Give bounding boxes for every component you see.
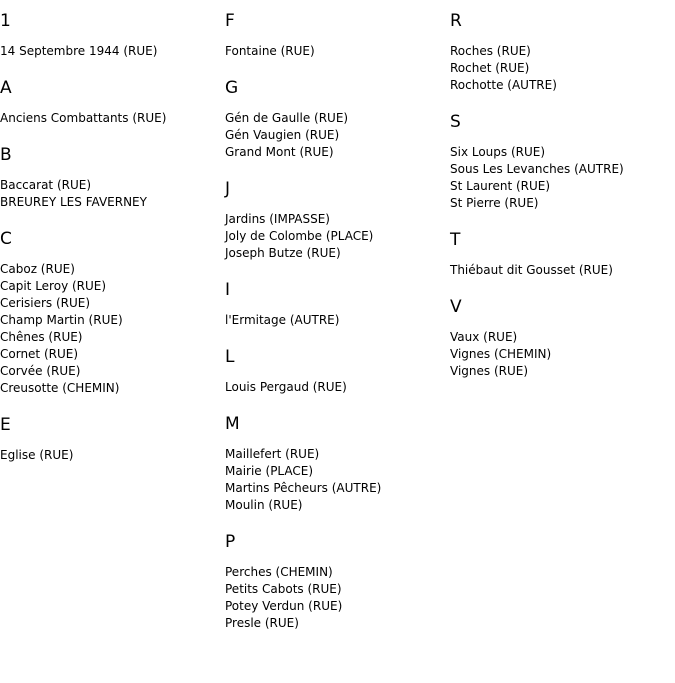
letter-heading: J — [225, 179, 231, 199]
letter-heading: P — [225, 532, 236, 552]
letter-group — [225, 11, 450, 60]
letter-group — [225, 280, 450, 329]
letter-heading: B — [0, 145, 12, 165]
street-link[interactable]: Caboz (RUE) — [0, 262, 75, 276]
street-list — [225, 211, 450, 262]
street-list — [225, 110, 450, 161]
street-link[interactable]: Cerisiers (RUE) — [0, 296, 91, 310]
letter-group — [0, 145, 225, 211]
street-link[interactable]: Anciens Combattants (RUE) — [0, 111, 167, 125]
street-link[interactable]: Joseph Butze (RUE) — [225, 246, 341, 260]
street-list — [450, 43, 675, 94]
letter-group — [0, 78, 225, 127]
index-column — [450, 0, 675, 398]
street-list — [450, 329, 675, 380]
street-link[interactable]: Louis Pergaud (RUE) — [225, 380, 347, 394]
street-link[interactable]: Martins Pêcheurs (AUTRE) — [225, 481, 382, 495]
street-link[interactable]: Rochotte (AUTRE) — [450, 78, 557, 92]
street-link[interactable]: Vignes (CHEMIN) — [450, 347, 552, 361]
street-link[interactable]: Vaux (RUE) — [450, 330, 518, 344]
street-link[interactable]: Fontaine (RUE) — [225, 44, 315, 58]
street-link[interactable]: 14 Septembre 1944 (RUE) — [0, 44, 158, 58]
letter-group — [225, 414, 450, 514]
letter-group — [450, 11, 675, 94]
street-link[interactable]: Roches (RUE) — [450, 44, 531, 58]
letter-group — [225, 347, 450, 396]
street-list — [0, 110, 225, 127]
street-link[interactable]: St Laurent (RUE) — [450, 179, 551, 193]
letter-group — [225, 532, 450, 632]
letter-heading: C — [0, 229, 12, 249]
letter-group — [450, 112, 675, 212]
letter-group — [0, 11, 225, 60]
letter-group — [450, 230, 675, 279]
letter-heading: V — [450, 297, 462, 317]
street-link[interactable]: Chênes (RUE) — [0, 330, 83, 344]
street-link[interactable]: Vignes (RUE) — [450, 364, 529, 378]
street-link[interactable]: Cornet (RUE) — [0, 347, 79, 361]
letter-heading: G — [225, 78, 239, 98]
street-list — [225, 564, 450, 632]
street-link[interactable]: Thiébaut dit Gousset (RUE) — [450, 263, 613, 277]
letter-heading: 1 — [0, 11, 11, 31]
letter-heading: I — [225, 280, 231, 300]
street-link[interactable]: Corvée (RUE) — [0, 364, 81, 378]
street-link[interactable]: Potey Verdun (RUE) — [225, 599, 343, 613]
street-link[interactable]: Joly de Colombe (PLACE) — [225, 229, 374, 243]
street-link[interactable]: Six Loups (RUE) — [450, 145, 546, 159]
street-list — [0, 177, 225, 211]
street-link[interactable]: BREUREY LES FAVERNEY — [0, 195, 147, 209]
letter-heading: R — [450, 11, 462, 31]
street-list — [225, 43, 450, 60]
street-link[interactable]: Capit Leroy (RUE) — [0, 279, 107, 293]
street-link[interactable]: Grand Mont (RUE) — [225, 145, 334, 159]
street-link[interactable]: Baccarat (RUE) — [0, 178, 92, 192]
street-link[interactable]: St Pierre (RUE) — [450, 196, 539, 210]
street-list — [225, 379, 450, 396]
street-link[interactable]: Gén de Gaulle (RUE) — [225, 111, 349, 125]
street-link[interactable]: Gén Vaugien (RUE) — [225, 128, 340, 142]
letter-heading: A — [0, 78, 12, 98]
street-link[interactable]: Rochet (RUE) — [450, 61, 530, 75]
street-list — [0, 261, 225, 397]
street-link[interactable]: Creusotte (CHEMIN) — [0, 381, 120, 395]
street-list — [450, 262, 675, 279]
street-link[interactable]: Champ Martin (RUE) — [0, 313, 123, 327]
letter-heading: S — [450, 112, 461, 132]
street-link[interactable]: Jardins (IMPASSE) — [225, 212, 330, 226]
street-link[interactable]: Mairie (PLACE) — [225, 464, 314, 478]
street-link[interactable]: Maillefert (RUE) — [225, 447, 320, 461]
street-link[interactable]: Presle (RUE) — [225, 616, 299, 630]
letter-group — [450, 297, 675, 380]
street-list — [225, 446, 450, 514]
letter-heading: M — [225, 414, 240, 434]
letter-heading: E — [0, 415, 11, 435]
letter-group — [0, 415, 225, 464]
letter-group — [0, 229, 225, 397]
street-link[interactable]: Eglise (RUE) — [0, 448, 74, 462]
street-list — [0, 43, 225, 60]
street-list — [450, 144, 675, 212]
street-link[interactable]: Petits Cabots (RUE) — [225, 582, 342, 596]
index-column — [0, 0, 225, 482]
index-column — [225, 0, 450, 650]
letter-heading: F — [225, 11, 235, 31]
street-link[interactable]: l'Ermitage (AUTRE) — [225, 313, 340, 327]
street-list — [225, 312, 450, 329]
letter-heading: L — [225, 347, 235, 367]
street-link[interactable]: Sous Les Levanches (AUTRE) — [450, 162, 624, 176]
street-link[interactable]: Perches (CHEMIN) — [225, 565, 333, 579]
street-list — [0, 447, 225, 464]
letter-group — [225, 179, 450, 262]
letter-group — [225, 78, 450, 161]
street-link[interactable]: Moulin (RUE) — [225, 498, 303, 512]
letter-heading: T — [450, 230, 461, 250]
